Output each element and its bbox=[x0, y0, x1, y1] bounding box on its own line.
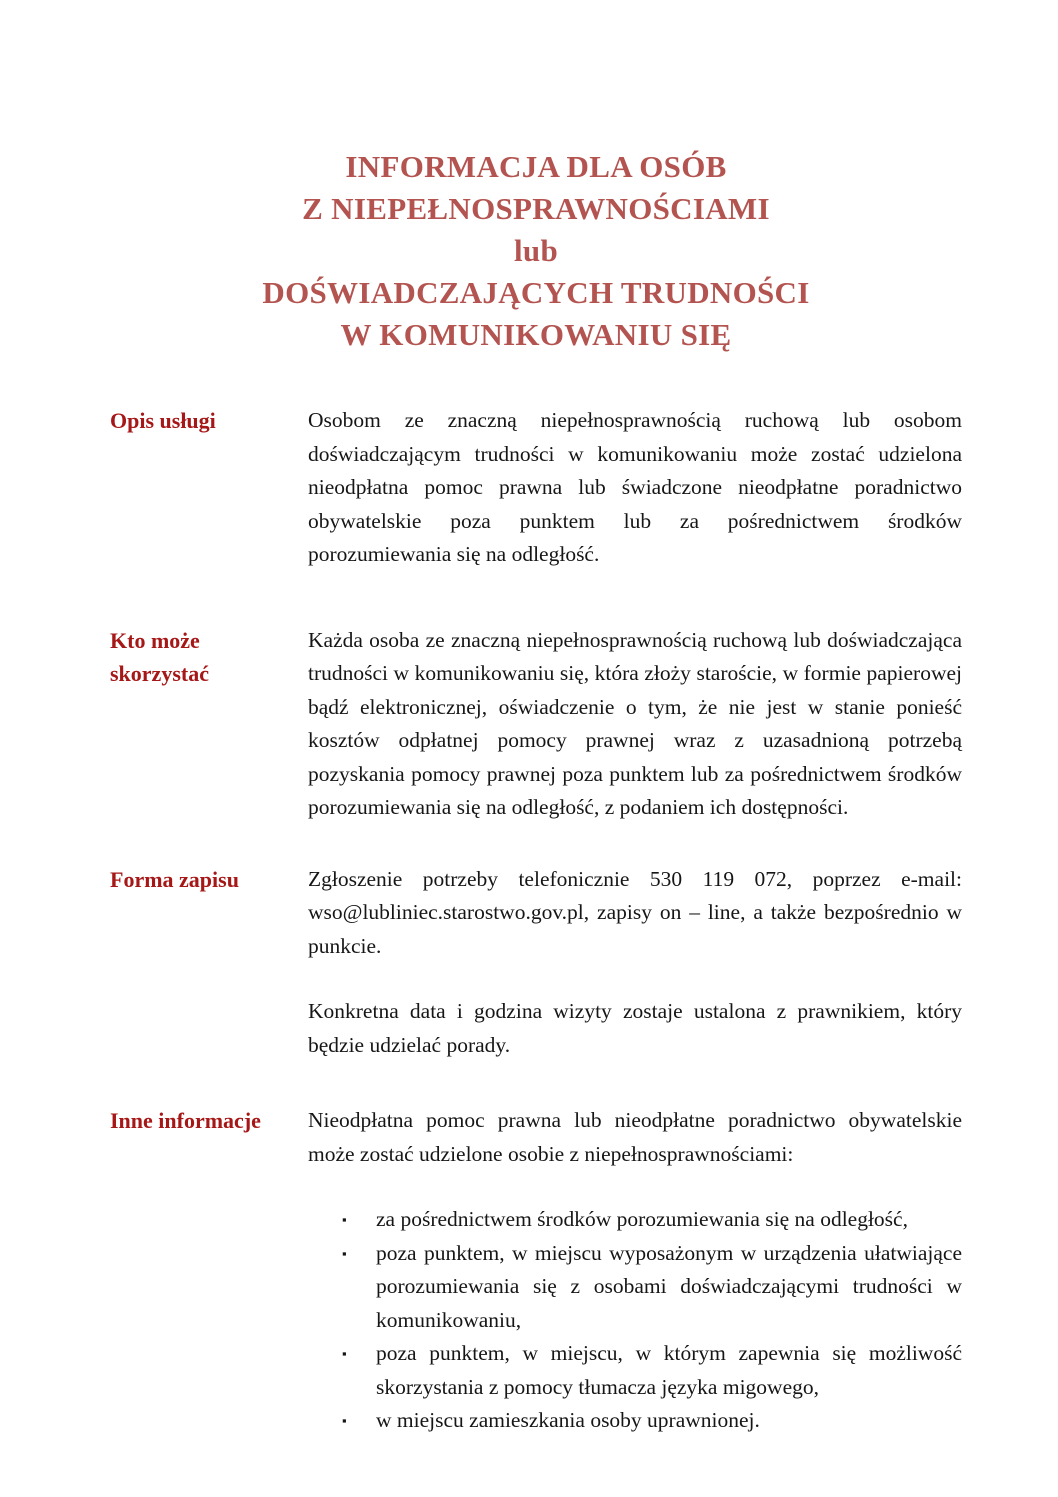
title-line-3: lub bbox=[514, 233, 558, 268]
bullet-item-3 bbox=[342, 1337, 962, 1404]
bullet-text-2: poza punktem, w miejscu wyposażonym w urządzenia ułatwiające porozumiewania się z osobami doświadczającymi trudności w komunikowaniu, bbox=[376, 1240, 962, 1332]
title-line-2: Z NIEPEŁNOSPRAWNOŚCIAMI bbox=[302, 191, 770, 226]
section-label-inne-informacje: Inne informacje bbox=[110, 1108, 261, 1133]
section-content-kto-moze-skorzystac bbox=[308, 624, 962, 825]
bullet-item-4 bbox=[342, 1404, 962, 1438]
section-content-forma-zapisu bbox=[308, 863, 962, 1063]
section-label-forma-zapisu: Forma zapisu bbox=[110, 866, 239, 892]
title-line-5: W KOMUNIKOWANIU SIĘ bbox=[340, 317, 732, 352]
title-line-4: DOŚWIADCZAJĄCYCH TRUDNOŚCI bbox=[262, 275, 810, 310]
title-line-1: INFORMACJA DLA OSÓB bbox=[345, 149, 727, 184]
bullet-list bbox=[342, 1203, 962, 1438]
section-content-opis-uslugi bbox=[308, 404, 962, 572]
bullet-text-4: w miejscu zamieszkania osoby uprawnionej. bbox=[376, 1408, 760, 1432]
bullet-square-icon: ▪ bbox=[342, 1245, 347, 1261]
section-kto-moze-skorzystac bbox=[110, 624, 962, 825]
section-label-opis-uslugi: Opis usługi bbox=[110, 408, 216, 433]
section-forma-zapisu bbox=[110, 863, 962, 1063]
bullet-square-icon: ▪ bbox=[342, 1346, 347, 1361]
paragraph-forma-zapisu-1: Zgłoszenie potrzeby telefonicznie 530 119 072, poprzez e-mail: wso@lubliniec.starostwo.gov.pl, zapisy on – line, a także bezpośrednio w punkcie. bbox=[308, 866, 962, 958]
bullet-text-1: za pośrednictwem środków porozumiewania się na odległość, bbox=[376, 1207, 908, 1231]
paragraph-kto-moze-skorzystac: Każda osoba ze znaczną niepełnosprawnością ruchową lub doświadczająca trudności w komunikowaniu się, która złoży staroście, w formie papierowej bądź elektronicznej, oświadczenie o tym, że nie jest w stanie ponieść kosztów odpłatnej pomocy prawnej wraz z uzasadnioną potrzebą pozyskania pomocy prawnej poza punktem lub za pośrednictwem środków porozumiewania się na odległość, z podaniem ich dostępności. bbox=[308, 627, 962, 819]
section-inne-informacje bbox=[110, 1104, 962, 1438]
section-label-kto-moze-skorzystac: Kto może skorzystać bbox=[110, 627, 209, 686]
paragraph-forma-zapisu-2: Konkretna data i godzina wizyty zostaje ustalona z prawnikiem, który będzie udzielać porady. bbox=[308, 999, 962, 1057]
section-content-inne-informacje bbox=[308, 1104, 962, 1438]
bullet-square-icon: ▪ bbox=[342, 1413, 347, 1428]
paragraph-opis-uslugi: Osobom ze znaczną niepełnosprawnością ruchową lub osobom doświadczającym trudności w komunikowaniu może zostać udzielona nieodpłatna pomoc prawna lub świadczone nieodpłatne poradnictwo obywatelskie poza punktem lub za pośrednictwem środków porozumiewania się na odległość. bbox=[308, 408, 962, 566]
bullet-item-2 bbox=[342, 1237, 962, 1338]
document-body bbox=[110, 404, 962, 1438]
bullet-item-1 bbox=[342, 1203, 962, 1237]
paragraph-inne-informacje: Nieodpłatna pomoc prawna lub nieodpłatne poradnictwo obywatelskie może zostać udzielone osobie z niepełnosprawnościami: bbox=[308, 1108, 962, 1166]
document-title bbox=[110, 146, 962, 356]
bullet-text-3: poza punktem, w miejscu, w którym zapewnia się możliwość skorzystania z pomocy tłumacza języka migowego, bbox=[376, 1341, 962, 1399]
section-opis-uslugi bbox=[110, 404, 962, 572]
bullet-square-icon: ▪ bbox=[342, 1212, 347, 1227]
